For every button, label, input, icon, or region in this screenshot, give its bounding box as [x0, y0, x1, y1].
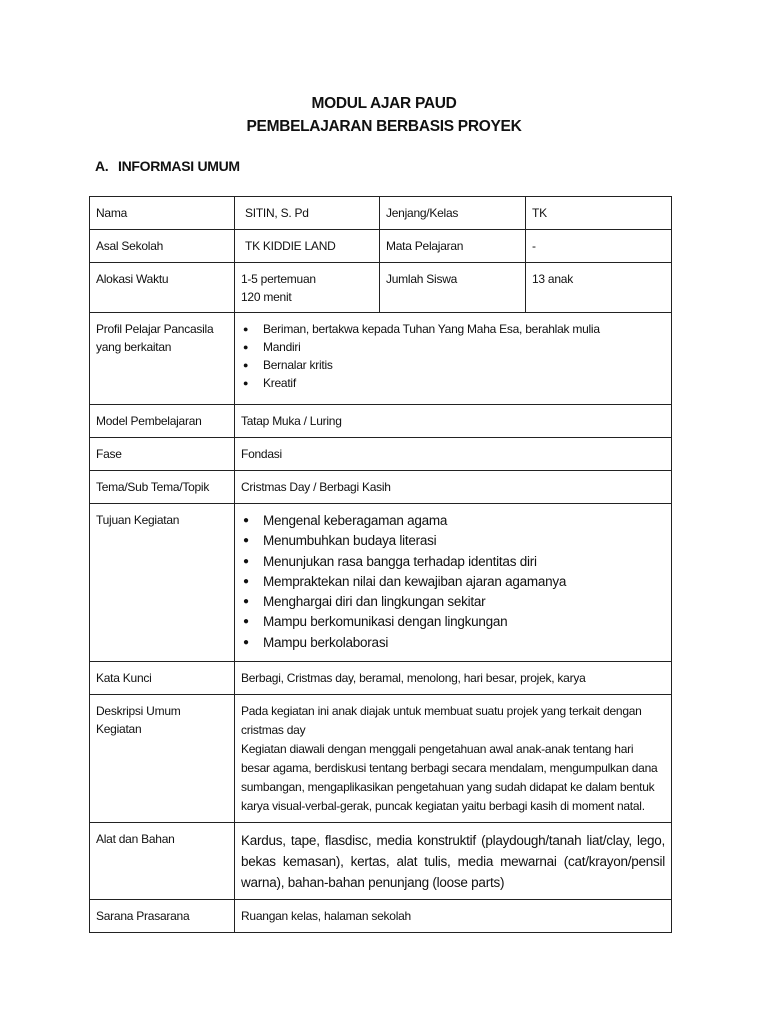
sekolah-value: TK KIDDIE LAND [235, 230, 380, 263]
kunci-value: Berbagi, Cristmas day, beramal, menolong, hari besar, projek, karya [235, 662, 672, 695]
deskripsi-label: Deskripsi Umum Kegiatan [90, 695, 235, 823]
table-row [90, 230, 672, 263]
list-item: ● Kreatif [241, 374, 665, 392]
document-title: MODUL AJAR PAUD [311, 95, 457, 112]
list-item: ● Mampu berkomunikasi dengan lingkungan [241, 612, 665, 632]
section-title: INFORMASI UMUM [118, 158, 240, 174]
list-item: ● Menumbuhkan budaya literasi [241, 531, 665, 551]
alokasi-line-2: 120 menit [241, 290, 292, 304]
table-row [90, 405, 672, 438]
table-row [90, 471, 672, 504]
tujuan-value [235, 504, 672, 662]
jenjang-value: TK [526, 197, 672, 230]
table-row [90, 823, 672, 900]
list-item: ● Menghargai diri dan lingkungan sekitar [241, 592, 665, 612]
sekolah-label: Asal Sekolah [90, 230, 235, 263]
table-row [90, 504, 672, 662]
table-row [90, 900, 672, 933]
section-heading [95, 158, 240, 174]
profil-label-line-1: Profil Pelajar Pancasila [96, 322, 214, 336]
profil-label-line-2: yang berkaitan [96, 340, 172, 354]
profil-label [90, 313, 235, 405]
tujuan-label: Tujuan Kegiatan [90, 504, 235, 662]
table-row [90, 662, 672, 695]
model-value: Tatap Muka / Luring [235, 405, 672, 438]
model-label: Model Pembelajaran [90, 405, 235, 438]
mapel-label: Mata Pelajaran [380, 230, 526, 263]
table-row [90, 263, 672, 313]
tema-label: Tema/Sub Tema/Topik [90, 471, 235, 504]
deskripsi-paragraph-2: Kegiatan diawali dengan menggali pengetahuan awal anak-anak tentang hari besar agama, berdiskusi tentang berbagi secara mendalam, mengumpulkan dana sumbangan, mengaplikasikan pengetahuan yang sudah didapat ke dalam bentuk karya visual-verbal-gerak, puncak kegiatan yaitu berbagi kasih di moment natal. [241, 742, 658, 813]
deskripsi-paragraph-1: Pada kegiatan ini anak diajak untuk membuat suatu projek yang terkait dengan cristmas day [241, 704, 642, 737]
profil-value [235, 313, 672, 405]
alat-value: Kardus, tape, flasdisc, media konstruktif (playdough/tanah liat/clay, lego, bekas kemasan), kertas, alat tulis, media mewarnai (cat/krayon/pensil warna), bahan-bahan penunjang (loose parts) [235, 823, 672, 900]
table-row [90, 438, 672, 471]
fase-label: Fase [90, 438, 235, 471]
tema-value: Cristmas Day / Berbagi Kasih [235, 471, 672, 504]
kunci-label: Kata Kunci [90, 662, 235, 695]
table-row [90, 313, 672, 405]
alokasi-line-1: 1-5 pertemuan [241, 272, 316, 286]
jenjang-label: Jenjang/Kelas [380, 197, 526, 230]
deskripsi-value [235, 695, 672, 823]
alat-label: Alat dan Bahan [90, 823, 235, 900]
siswa-label: Jumlah Siswa [380, 263, 526, 313]
list-item: ● Menunjukan rasa bangga terhadap identitas diri [241, 552, 665, 572]
tujuan-list [241, 511, 665, 653]
alokasi-label: Alokasi Waktu [90, 263, 235, 313]
profil-list [241, 320, 665, 392]
list-item: ● Mengenal keberagaman agama [241, 511, 665, 531]
list-item: ● Mampu berkolaborasi [241, 633, 665, 653]
sarana-value: Ruangan kelas, halaman sekolah [235, 900, 672, 933]
sarana-label: Sarana Prasarana [90, 900, 235, 933]
list-item: ● Mandiri [241, 338, 665, 356]
nama-label: Nama [90, 197, 235, 230]
list-item: ● Beriman, bertakwa kepada Tuhan Yang Maha Esa, berahlak mulia [241, 320, 665, 338]
nama-value: SITIN, S. Pd [235, 197, 380, 230]
fase-value: Fondasi [235, 438, 672, 471]
list-item: ● Mempraktekan nilai dan kewajiban ajaran agamanya [241, 572, 665, 592]
alokasi-value [235, 263, 380, 313]
siswa-value: 13 anak [526, 263, 672, 313]
list-item: ● Bernalar kritis [241, 356, 665, 374]
info-table [89, 196, 672, 933]
table-row [90, 197, 672, 230]
table-row [90, 695, 672, 823]
section-letter: A. [95, 158, 109, 174]
mapel-value: - [526, 230, 672, 263]
document-subtitle: PEMBELAJARAN BERBASIS PROYEK [246, 118, 522, 135]
